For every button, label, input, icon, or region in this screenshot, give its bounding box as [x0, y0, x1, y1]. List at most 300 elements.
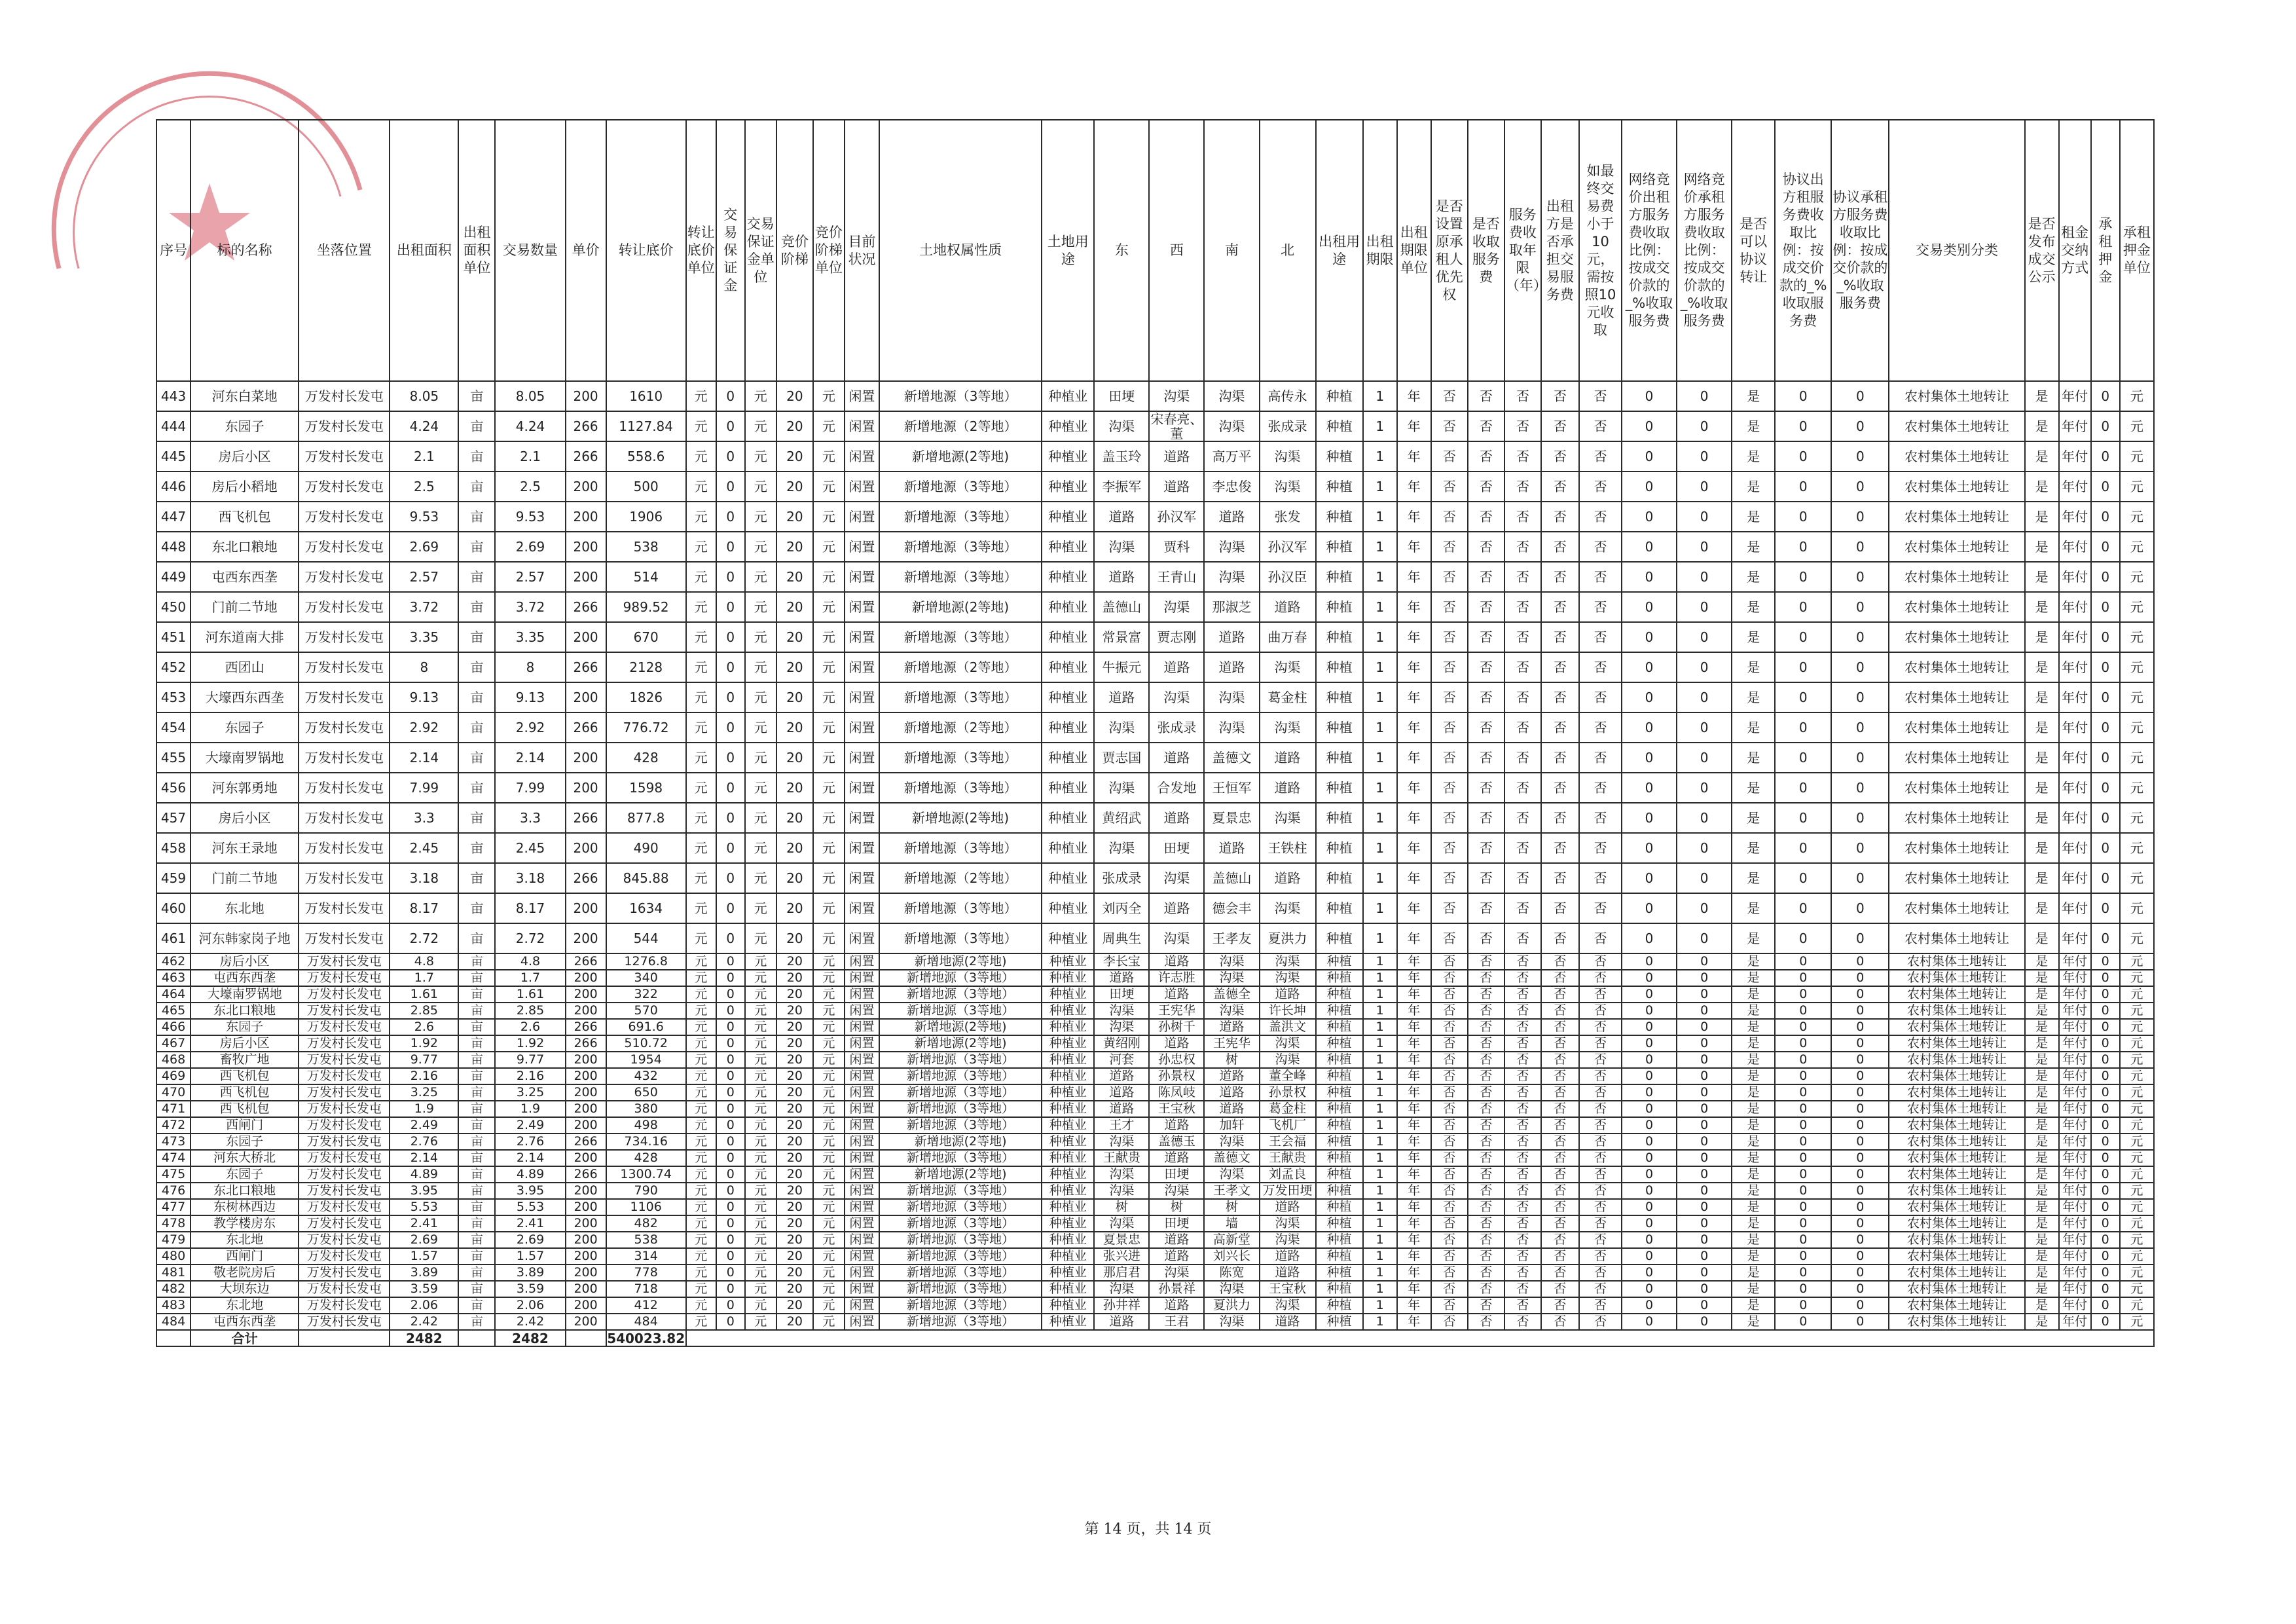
table-cell: 2.57	[390, 562, 458, 592]
table-cell: 元	[745, 970, 776, 986]
table-cell: 年付	[2059, 986, 2091, 1003]
table-cell: 是	[1732, 1199, 1775, 1215]
table-cell: 否	[1468, 893, 1504, 923]
column-header: 土地用途	[1042, 120, 1094, 381]
table-cell: 万发村长发屯	[299, 1084, 390, 1101]
table-cell: 元	[686, 682, 716, 712]
table-cell: 年付	[2059, 1264, 2091, 1281]
table-cell: 0	[2091, 1183, 2120, 1199]
table-cell: 0	[716, 622, 745, 652]
table-cell: 万发村长发屯	[299, 1052, 390, 1068]
table-cell: 否	[1579, 773, 1622, 803]
table-cell: 种植业	[1042, 773, 1094, 803]
table-cell: 王才	[1094, 1117, 1149, 1134]
totals-quantity: 2482	[495, 1330, 565, 1346]
table-cell: 0	[1831, 1035, 1889, 1052]
table-row	[156, 471, 2154, 502]
table-cell: 东树林西边	[191, 1199, 299, 1215]
table-cell: 否	[1541, 592, 1579, 622]
table-cell: 年付	[2059, 712, 2091, 743]
table-cell: 1	[1363, 1117, 1397, 1134]
table-cell: 否	[1504, 682, 1541, 712]
table-cell: 否	[1468, 1003, 1504, 1019]
table-cell: 是	[2025, 970, 2059, 986]
table-cell: 元	[745, 532, 776, 562]
table-cell: 0	[2091, 863, 2120, 893]
table-cell: 0	[1622, 502, 1677, 532]
table-cell: 闲置	[845, 381, 879, 411]
table-cell: 否	[1431, 1314, 1468, 1330]
table-cell: 张成录	[1260, 411, 1316, 441]
table-cell: 年付	[2059, 622, 2091, 652]
table-cell: 否	[1579, 1248, 1622, 1264]
table-cell: 0	[1775, 712, 1831, 743]
table-cell: 1	[1363, 1199, 1397, 1215]
table-cell: 元	[2120, 893, 2154, 923]
table-cell: 元	[686, 622, 716, 652]
table-cell: 新增地源（2等地）	[879, 411, 1042, 441]
table-cell: 否	[1468, 1314, 1504, 1330]
table-cell: 是	[2025, 1117, 2059, 1134]
table-cell: 1	[1363, 441, 1397, 471]
table-cell: 元	[745, 1248, 776, 1264]
table-cell: 新增地源（3等地）	[879, 502, 1042, 532]
table-cell: 新增地源（3等地）	[879, 893, 1042, 923]
table-cell: 否	[1541, 682, 1579, 712]
table-cell: 年付	[2059, 970, 2091, 986]
table-cell: 东北地	[191, 1297, 299, 1314]
table-cell: 年付	[2059, 411, 2091, 441]
table-cell: 闲置	[845, 1035, 879, 1052]
table-cell: 道路	[1149, 652, 1204, 682]
table-cell: 东园子	[191, 1019, 299, 1035]
table-cell: 种植	[1316, 953, 1363, 970]
table-cell: 元	[745, 986, 776, 1003]
table-cell: 元	[2120, 1281, 2154, 1297]
table-cell: 沟渠	[1204, 532, 1259, 562]
table-cell: 否	[1579, 1003, 1622, 1019]
table-cell: 2.76	[495, 1134, 565, 1150]
table-cell: 0	[1775, 622, 1831, 652]
table-cell: 否	[1468, 1068, 1504, 1084]
table-cell: 3.25	[390, 1084, 458, 1101]
table-cell: 0	[2091, 532, 2120, 562]
table-cell: 元	[813, 562, 845, 592]
table-cell: 新增地源(2等地)	[879, 953, 1042, 970]
table-cell: 0	[2091, 986, 2120, 1003]
table-cell: 0	[1831, 1068, 1889, 1084]
table-cell: 葛金柱	[1260, 1101, 1316, 1117]
column-header: 交易数量	[495, 120, 565, 381]
table-cell: 0	[1831, 381, 1889, 411]
table-cell: 否	[1431, 970, 1468, 986]
table-cell: 0	[1622, 1134, 1677, 1150]
table-cell: 2.14	[390, 743, 458, 773]
table-cell: 闲置	[845, 1297, 879, 1314]
table-cell: 0	[2091, 1264, 2120, 1281]
table-cell: 0	[1677, 652, 1732, 682]
table-cell: 0	[2091, 712, 2120, 743]
table-cell: 否	[1504, 773, 1541, 803]
table-cell: 万发村长发屯	[299, 1068, 390, 1084]
table-cell: 否	[1504, 923, 1541, 953]
table-cell: 否	[1504, 712, 1541, 743]
table-cell: 元	[2120, 1264, 2154, 1281]
table-cell: 年付	[2059, 1215, 2091, 1232]
table-cell: 314	[606, 1248, 686, 1264]
table-cell: 亩	[458, 953, 495, 970]
table-cell: 否	[1504, 1248, 1541, 1264]
table-cell: 266	[566, 1035, 606, 1052]
table-cell: 670	[606, 622, 686, 652]
table-cell: 西闸门	[191, 1248, 299, 1264]
table-cell: 沟渠	[1094, 411, 1149, 441]
table-cell: 闲置	[845, 893, 879, 923]
table-cell: 3.3	[390, 803, 458, 833]
table-cell: 元	[2120, 471, 2154, 502]
table-cell: 否	[1541, 803, 1579, 833]
column-header: 网络竞价承租方服务费收取比例：按成交价款的_%收取服务费	[1677, 120, 1732, 381]
table-cell: 是	[2025, 1084, 2059, 1101]
table-cell: 孙井祥	[1094, 1297, 1149, 1314]
table-cell: 0	[1831, 1134, 1889, 1150]
table-cell: 否	[1504, 1264, 1541, 1281]
table-cell: 沟渠	[1094, 1183, 1149, 1199]
table-cell: 年	[1397, 863, 1431, 893]
table-cell: 元	[2120, 1117, 2154, 1134]
table-cell: 新增地源（3等地）	[879, 1183, 1042, 1199]
table-cell: 否	[1504, 1297, 1541, 1314]
table-cell: 是	[2025, 1215, 2059, 1232]
table-cell: 元	[813, 381, 845, 411]
table-cell: 年	[1397, 1248, 1431, 1264]
table-cell: 沟渠	[1260, 1052, 1316, 1068]
table-cell: 3.18	[495, 863, 565, 893]
table-cell: 2.92	[390, 712, 458, 743]
table-cell: 否	[1468, 712, 1504, 743]
table-cell: 道路	[1149, 1232, 1204, 1248]
table-row	[156, 953, 2154, 970]
table-cell: 是	[2025, 411, 2059, 441]
table-cell: 种植	[1316, 471, 1363, 502]
table-cell: 万发村长发屯	[299, 1297, 390, 1314]
table-cell: 0	[1831, 743, 1889, 773]
table-cell: 种植	[1316, 1248, 1363, 1264]
table-cell: 是	[2025, 773, 2059, 803]
table-cell: 年	[1397, 471, 1431, 502]
table-row	[156, 592, 2154, 622]
table-cell: 否	[1468, 1035, 1504, 1052]
table-cell: 510.72	[606, 1035, 686, 1052]
table-cell: 元	[686, 1101, 716, 1117]
table-cell: 盖玉玲	[1094, 441, 1149, 471]
table-cell: 1	[1363, 1215, 1397, 1232]
table-row	[156, 1248, 2154, 1264]
table-cell: 否	[1468, 682, 1504, 712]
table-cell: 1	[1363, 1166, 1397, 1183]
table-cell: 2.14	[495, 1150, 565, 1166]
table-cell: 元	[813, 1183, 845, 1199]
table-cell: 是	[1732, 893, 1775, 923]
table-cell: 266	[566, 712, 606, 743]
table-cell: 农村集体土地转让	[1889, 682, 2024, 712]
table-cell: 否	[1541, 743, 1579, 773]
table-cell: 否	[1504, 1019, 1541, 1035]
table-cell: 0	[716, 712, 745, 743]
table-cell: 种植	[1316, 532, 1363, 562]
table-cell: 877.8	[606, 803, 686, 833]
table-cell: 道路	[1204, 502, 1259, 532]
table-cell: 否	[1504, 970, 1541, 986]
table-cell: 1	[1363, 743, 1397, 773]
table-cell: 0	[1677, 1117, 1732, 1134]
table-cell: 亩	[458, 502, 495, 532]
table-cell: 新增地源（3等地）	[879, 1101, 1042, 1117]
table-cell: 张发	[1260, 502, 1316, 532]
table-cell: 4.24	[390, 411, 458, 441]
table-cell: 万发村长发屯	[299, 1215, 390, 1232]
table-row	[156, 532, 2154, 562]
table-cell: 0	[1775, 441, 1831, 471]
table-cell: 449	[156, 562, 191, 592]
table-cell: 0	[1622, 1264, 1677, 1281]
table-cell: 陈宽	[1204, 1264, 1259, 1281]
table-cell: 年	[1397, 773, 1431, 803]
table-cell: 沟渠	[1260, 1297, 1316, 1314]
table-cell: 是	[2025, 381, 2059, 411]
table-cell: 树	[1149, 1199, 1204, 1215]
table-cell: 2.41	[495, 1215, 565, 1232]
table-cell: 否	[1468, 381, 1504, 411]
table-cell: 否	[1504, 1166, 1541, 1183]
table-cell: 0	[1622, 652, 1677, 682]
table-cell: 元	[813, 1232, 845, 1248]
table-cell: 元	[686, 970, 716, 986]
table-cell: 种植	[1316, 381, 1363, 411]
table-cell: 万发村长发屯	[299, 970, 390, 986]
table-cell: 元	[813, 970, 845, 986]
table-cell: 否	[1541, 1314, 1579, 1330]
table-cell: 0	[1622, 893, 1677, 923]
table-cell: 万发村长发屯	[299, 863, 390, 893]
table-cell: 0	[1677, 471, 1732, 502]
table-cell: 元	[686, 1084, 716, 1101]
table-cell: 0	[2091, 923, 2120, 953]
table-cell: 9.53	[495, 502, 565, 532]
table-cell: 0	[716, 1003, 745, 1019]
table-cell: 元	[686, 411, 716, 441]
table-cell: 元	[2120, 953, 2154, 970]
table-cell: 农村集体土地转让	[1889, 863, 2024, 893]
table-cell: 0	[1622, 1117, 1677, 1134]
table-cell: 0	[1775, 502, 1831, 532]
column-header: 土地权属性质	[879, 120, 1042, 381]
table-cell: 沟渠	[1260, 1232, 1316, 1248]
table-cell: 沟渠	[1149, 1264, 1204, 1281]
table-cell: 种植	[1316, 1199, 1363, 1215]
table-cell: 0	[1677, 532, 1732, 562]
table-cell: 否	[1431, 682, 1468, 712]
table-row	[156, 1150, 2154, 1166]
table-cell: 闲置	[845, 986, 879, 1003]
table-cell: 2.16	[495, 1068, 565, 1084]
table-cell: 0	[2091, 1281, 2120, 1297]
table-cell: 种植	[1316, 1264, 1363, 1281]
table-cell: 1	[1363, 622, 1397, 652]
table-cell: 亩	[458, 1166, 495, 1183]
table-cell: 亩	[458, 1068, 495, 1084]
table-cell: 是	[1732, 1297, 1775, 1314]
table-cell: 否	[1579, 1215, 1622, 1232]
table-cell: 农村集体土地转让	[1889, 592, 2024, 622]
table-cell: 房后小稻地	[191, 471, 299, 502]
table-cell: 否	[1504, 1150, 1541, 1166]
table-cell: 元	[2120, 381, 2154, 411]
table-cell: 元	[745, 1232, 776, 1248]
table-cell: 元	[686, 1019, 716, 1035]
column-header: 交易保证金	[716, 120, 745, 381]
table-cell: 否	[1504, 622, 1541, 652]
table-cell: 475	[156, 1166, 191, 1183]
table-cell: 否	[1468, 1052, 1504, 1068]
table-cell: 0	[716, 1134, 745, 1150]
table-cell: 否	[1468, 833, 1504, 863]
table-cell: 元	[813, 1248, 845, 1264]
table-cell: 元	[686, 803, 716, 833]
column-header: 协议出方租服务费收取比例：按成交价款的_%收取服务费	[1775, 120, 1831, 381]
table-cell: 元	[813, 441, 845, 471]
table-cell: 是	[1732, 502, 1775, 532]
table-cell: 是	[1732, 1215, 1775, 1232]
table-cell: 年付	[2059, 743, 2091, 773]
table-cell: 万发村长发屯	[299, 1314, 390, 1330]
table-cell: 亩	[458, 1150, 495, 1166]
table-cell: 种植	[1316, 1019, 1363, 1035]
table-cell: 否	[1468, 1019, 1504, 1035]
table-cell: 道路	[1094, 1084, 1149, 1101]
table-cell: 否	[1431, 1281, 1468, 1297]
table-cell: 20	[776, 773, 813, 803]
table-cell: 否	[1504, 863, 1541, 893]
table-cell: 种植业	[1042, 1035, 1094, 1052]
table-cell: 沟渠	[1149, 923, 1204, 953]
table-cell: 是	[2025, 592, 2059, 622]
table-cell: 2.6	[390, 1019, 458, 1035]
table-cell: 元	[2120, 833, 2154, 863]
table-cell: 否	[1504, 562, 1541, 592]
table-cell: 480	[156, 1248, 191, 1264]
table-cell: 0	[716, 970, 745, 986]
table-cell: 否	[1504, 411, 1541, 441]
table-cell: 200	[566, 1068, 606, 1084]
table-cell: 0	[716, 532, 745, 562]
table-cell: 否	[1468, 652, 1504, 682]
table-row	[156, 1314, 2154, 1330]
table-cell: 闲置	[845, 1019, 879, 1035]
table-cell: 0	[1831, 1281, 1889, 1297]
table-cell: 3.3	[495, 803, 565, 833]
table-cell: 266	[566, 592, 606, 622]
table-cell: 树	[1094, 1199, 1149, 1215]
table-cell: 2.72	[390, 923, 458, 953]
table-cell: 否	[1541, 1117, 1579, 1134]
table-cell: 0	[1831, 441, 1889, 471]
table-cell: 0	[716, 1199, 745, 1215]
table-cell: 2.45	[495, 833, 565, 863]
table-cell: 否	[1468, 502, 1504, 532]
table-cell: 年付	[2059, 682, 2091, 712]
table-cell: 否	[1431, 743, 1468, 773]
table-cell: 元	[813, 471, 845, 502]
table-cell: 元	[813, 1297, 845, 1314]
table-cell: 0	[2091, 471, 2120, 502]
table-cell: 471	[156, 1101, 191, 1117]
table-cell: 亩	[458, 970, 495, 986]
table-cell: 1	[1363, 1264, 1397, 1281]
table-cell: 种植业	[1042, 1248, 1094, 1264]
table-cell: 0	[1775, 970, 1831, 986]
table-cell: 亩	[458, 592, 495, 622]
table-cell: 0	[716, 893, 745, 923]
table-cell: 0	[1831, 833, 1889, 863]
table-cell: 459	[156, 863, 191, 893]
table-cell: 20	[776, 1281, 813, 1297]
table-cell: 万发村长发屯	[299, 923, 390, 953]
table-cell: 新增地源(2等地)	[879, 803, 1042, 833]
table-cell: 4.89	[495, 1166, 565, 1183]
table-cell: 否	[1541, 562, 1579, 592]
table-cell: 沟渠	[1204, 411, 1259, 441]
table-cell: 年付	[2059, 953, 2091, 970]
table-cell: 种植业	[1042, 1199, 1094, 1215]
table-cell: 0	[1775, 1003, 1831, 1019]
table-cell: 1	[1363, 1281, 1397, 1297]
table-cell: 是	[1732, 743, 1775, 773]
table-cell: 新增地源（3等地）	[879, 1150, 1042, 1166]
column-header: 是否收取服务费	[1468, 120, 1504, 381]
table-cell: 道路	[1149, 986, 1204, 1003]
table-cell: 1106	[606, 1199, 686, 1215]
table-cell: 元	[745, 1134, 776, 1150]
table-cell: 年	[1397, 893, 1431, 923]
table-cell: 沟渠	[1260, 970, 1316, 986]
table-cell: 农村集体土地转让	[1889, 1084, 2024, 1101]
table-cell: 种植	[1316, 622, 1363, 652]
table-cell: 0	[1677, 441, 1732, 471]
table-cell: 元	[745, 1215, 776, 1232]
table-cell: 元	[686, 471, 716, 502]
table-cell: 481	[156, 1264, 191, 1281]
table-cell: 新增地源（3等地）	[879, 532, 1042, 562]
table-cell: 道路	[1094, 1068, 1149, 1084]
table-cell: 2.69	[390, 532, 458, 562]
table-cell: 0	[1677, 1101, 1732, 1117]
table-cell: 是	[1732, 562, 1775, 592]
table-cell: 200	[566, 743, 606, 773]
table-cell: 538	[606, 532, 686, 562]
table-cell: 否	[1541, 1297, 1579, 1314]
column-header: 出租方是否承担交易服务费	[1541, 120, 1579, 381]
table-cell: 道路	[1094, 502, 1149, 532]
table-cell: 农村集体土地转让	[1889, 833, 2024, 863]
table-cell: 元	[745, 1003, 776, 1019]
table-cell: 0	[1622, 1183, 1677, 1199]
table-cell: 456	[156, 773, 191, 803]
table-cell: 西飞机包	[191, 1084, 299, 1101]
table-cell: 266	[566, 1019, 606, 1035]
table-cell: 0	[1831, 803, 1889, 833]
table-cell: 0	[1622, 562, 1677, 592]
